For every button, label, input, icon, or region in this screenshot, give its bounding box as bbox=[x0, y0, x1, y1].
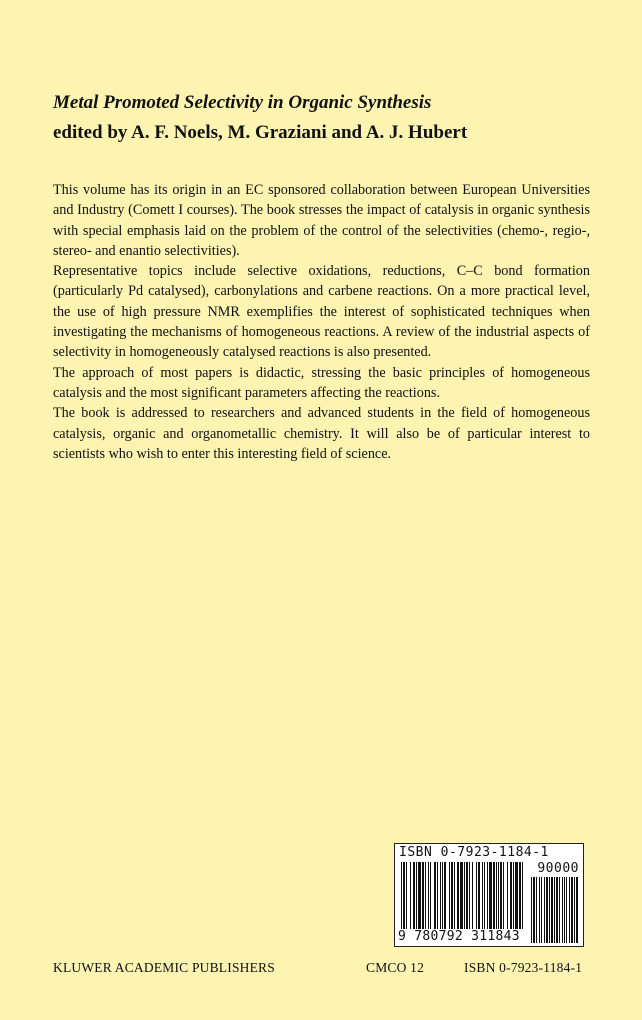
barcode-bar bbox=[496, 862, 497, 929]
barcode-addon-bar bbox=[566, 877, 567, 943]
barcode-bar bbox=[487, 862, 488, 929]
barcode-addon-number: 90000 bbox=[537, 861, 579, 876]
series-code: CMCO 12 bbox=[366, 960, 425, 975]
barcode-bar bbox=[454, 862, 455, 929]
barcode-ean-digits: 9 780792 311843 bbox=[398, 929, 520, 944]
barcode-bar bbox=[440, 862, 441, 929]
barcode-addon-bar bbox=[576, 877, 578, 943]
barcode-addon-bar bbox=[569, 877, 570, 943]
book-description bbox=[53, 180, 590, 464]
barcode-bar bbox=[418, 862, 421, 929]
barcode-isbn-label: ISBN 0-7923-1184-1 bbox=[399, 845, 549, 860]
footer-isbn: ISBN 0-7923-1184-1 bbox=[464, 960, 583, 975]
description-paragraph: The approach of most papers is didactic, stressing the basic principles of homogeneous catalysis and the most significant parameters affecting the reactions. bbox=[53, 364, 590, 401]
barcode-bar bbox=[449, 862, 450, 929]
barcode-addon-bar bbox=[531, 877, 532, 943]
publisher-name: KLUWER ACADEMIC PUBLISHERS bbox=[53, 960, 275, 975]
barcode-addon-bar bbox=[536, 877, 537, 943]
barcode-bar bbox=[498, 862, 499, 929]
barcode-bar bbox=[493, 862, 495, 929]
barcode-bar bbox=[430, 862, 431, 929]
barcode-addon-bar bbox=[564, 877, 565, 943]
barcode-bar bbox=[416, 862, 417, 929]
barcode-bar bbox=[442, 862, 443, 929]
barcode-bar bbox=[522, 862, 523, 929]
barcode-bar bbox=[510, 862, 512, 929]
barcode-bar bbox=[434, 862, 436, 929]
barcode-bar bbox=[451, 862, 453, 929]
barcode-bar bbox=[428, 862, 429, 929]
barcode-bar bbox=[513, 862, 514, 929]
barcode-addon-bar bbox=[546, 877, 548, 943]
barcode-bar bbox=[472, 862, 473, 929]
barcode-bar bbox=[489, 862, 492, 929]
barcode-bar bbox=[425, 862, 426, 929]
book-editors: edited by A. F. Noels, M. Graziani and A. J. Hubert bbox=[53, 122, 468, 143]
barcode-bar bbox=[500, 862, 502, 929]
barcode-addon-bar bbox=[559, 877, 560, 943]
barcode-addon-bar bbox=[541, 877, 542, 943]
barcode-bar bbox=[403, 862, 405, 929]
barcode-bar bbox=[422, 862, 424, 929]
barcode-addon-bar bbox=[551, 877, 553, 943]
barcode-bar bbox=[469, 862, 470, 929]
barcode-bar bbox=[410, 862, 411, 929]
barcode-addon-bar bbox=[549, 877, 550, 943]
barcode-bar bbox=[413, 862, 415, 929]
barcode-addon-bar bbox=[554, 877, 555, 943]
book-title: Metal Promoted Selectivity in Organic Synthesis bbox=[53, 92, 432, 113]
barcode-bar bbox=[457, 862, 459, 929]
barcode-bar bbox=[464, 862, 465, 929]
barcode-bar bbox=[406, 862, 407, 929]
barcode-addon-bar bbox=[539, 877, 540, 943]
barcode-addon-bar bbox=[571, 877, 573, 943]
barcode-addon-bar bbox=[556, 877, 558, 943]
barcode-bar bbox=[401, 862, 402, 929]
barcode-bar bbox=[507, 862, 508, 929]
barcode-bar bbox=[484, 862, 485, 929]
barcode-bar bbox=[519, 862, 521, 929]
barcode-addon-bar bbox=[574, 877, 575, 943]
isbn-barcode bbox=[394, 843, 584, 947]
barcode-bar bbox=[478, 862, 480, 929]
barcode-bar bbox=[476, 862, 477, 929]
barcode-bar bbox=[482, 862, 483, 929]
barcode-bar bbox=[466, 862, 468, 929]
description-paragraph: The book is addressed to researchers and advanced students in the field of homogeneous catalysis, organic and organometallic chemistry. It will also be of particular interest to scientists who wish to enter this interesting field of science. bbox=[53, 405, 590, 462]
barcode-addon-bar bbox=[533, 877, 535, 943]
barcode-bar bbox=[515, 862, 518, 929]
barcode-addon-bar bbox=[562, 877, 563, 943]
description-paragraph: Representative topics include selective oxidations, reductions, C–C bond formation (particularly Pd catalysed), carbonylations and carbene reactions. On a more practical level, the use of high pressure NMR exemplifies the interest of sophisticated techniques when investigating the mechanisms of homogeneous reactions. A review of the industrial aspects of selectivity in homogeneously catalysed reactions is also presented. bbox=[53, 263, 590, 361]
barcode-bar bbox=[460, 862, 463, 929]
barcode-bar bbox=[503, 862, 504, 929]
barcode-bar bbox=[444, 862, 446, 929]
description-paragraph: This volume has its origin in an EC sponsored collaboration between European Universities and Industry (Comett I courses). The book stresses the impact of catalysis in organic synthesis with special emphasis laid on the problem of the control of the selectivities (chemo-, regio-, stereo- and enantio selectivities). bbox=[53, 182, 590, 259]
barcode-addon-bar bbox=[544, 877, 545, 943]
barcode-bar bbox=[437, 862, 438, 929]
